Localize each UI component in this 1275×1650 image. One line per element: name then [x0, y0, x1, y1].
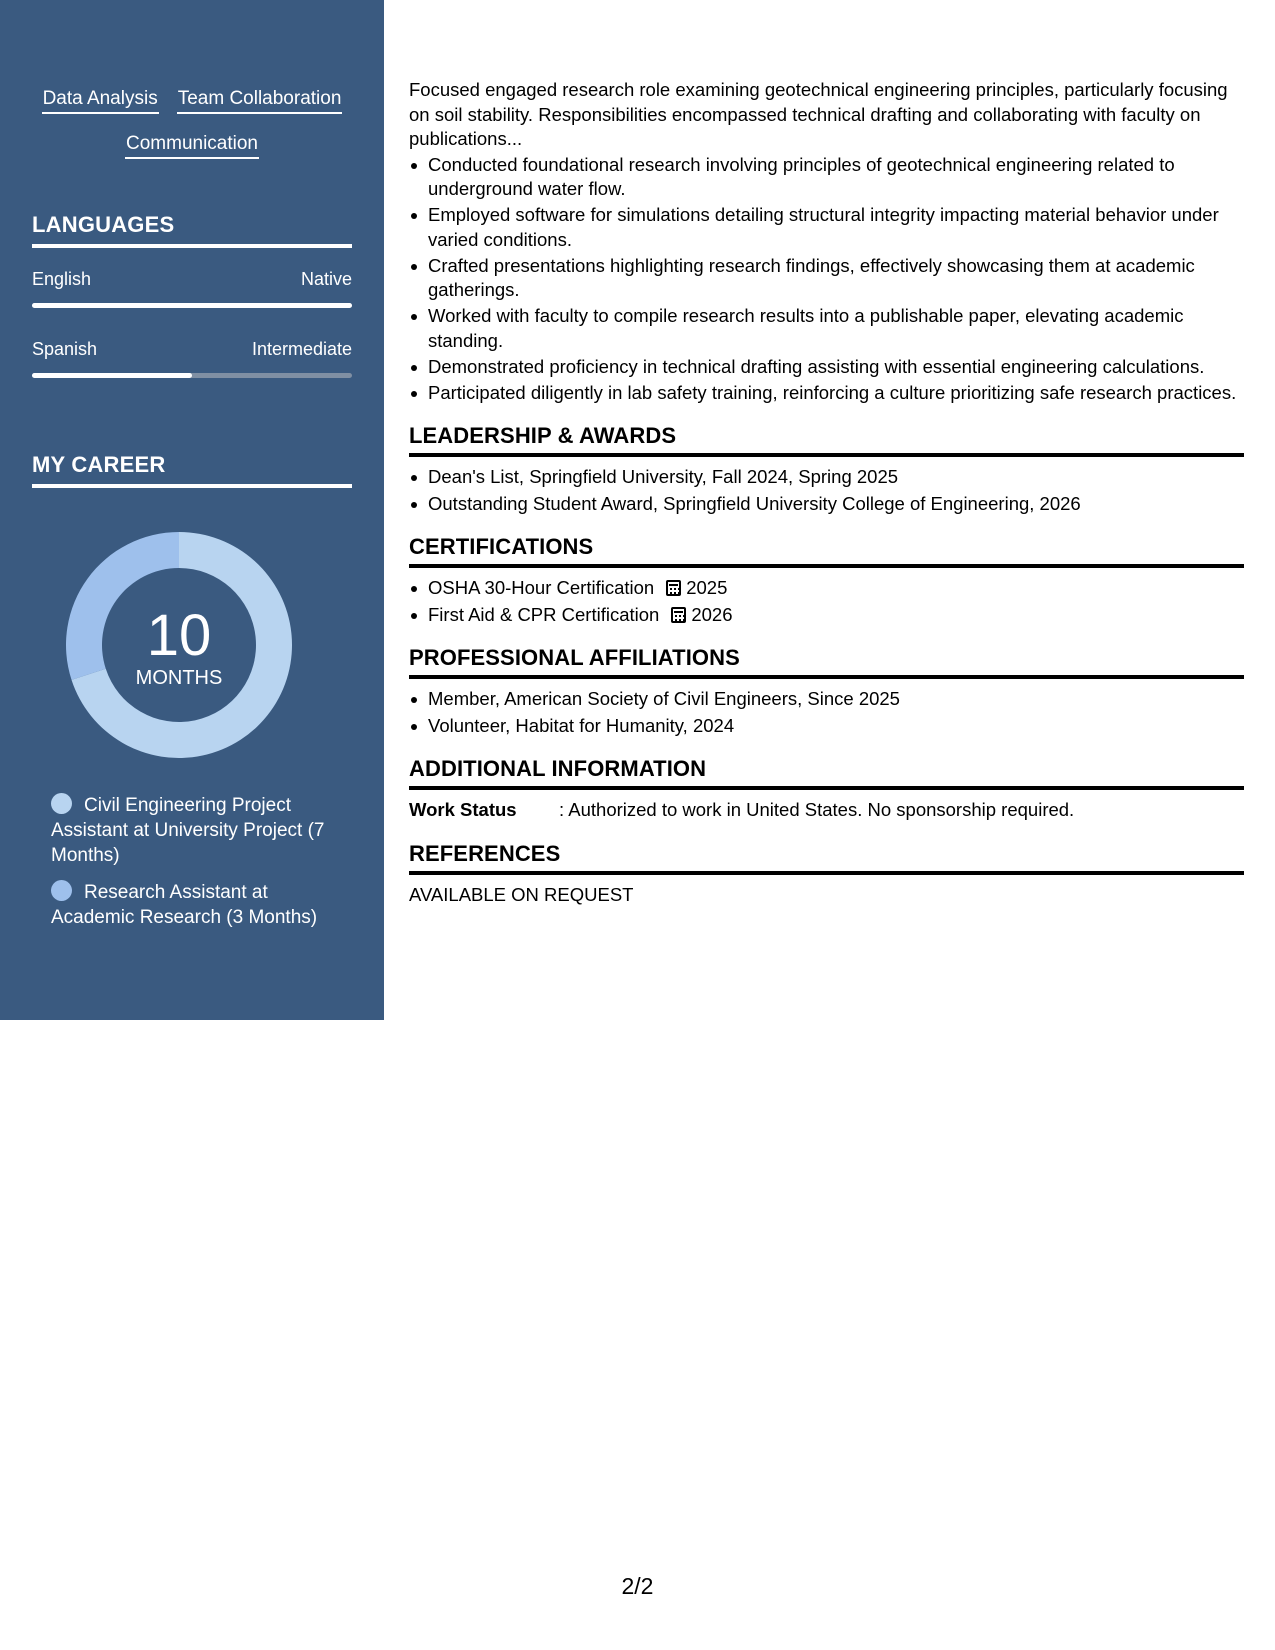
affiliations-list [409, 687, 1244, 738]
leadership-list [409, 465, 1244, 516]
language-name: Spanish [32, 339, 98, 359]
work-status-row [409, 798, 1244, 823]
skill-tag: Data Analysis [42, 86, 159, 114]
certifications-heading: CERTIFICATIONS [409, 532, 1244, 568]
legend-dot-icon [51, 793, 72, 814]
sidebar [0, 0, 384, 1020]
list-item: Dean's List, Springfield University, Fall 2024, Spring 2025 [409, 465, 1244, 490]
career-donut-chart [66, 532, 292, 758]
list-item: Conducted foundational research involving principles of geotechnical engineering related to underground water flow. [409, 153, 1244, 202]
experience-bullets [409, 153, 1244, 406]
language-spanish [32, 337, 352, 378]
skill-tag: Communication [125, 131, 259, 159]
career-unit: MONTHS [135, 667, 223, 689]
career-legend-item [51, 793, 351, 868]
experience-summary: Focused engaged research role examining geotechnical engineering principles, particularly focusing on soil stability. Responsibilities encompassed technical drafting and collaborating with faculty on publications... [409, 79, 1228, 149]
certification-item [409, 603, 1244, 628]
legend-dot-icon [51, 880, 72, 901]
list-item: Worked with faculty to compile research results into a publishable paper, elevating academic standing. [409, 304, 1244, 353]
skills-list [32, 86, 352, 176]
calendar-icon [666, 580, 681, 596]
language-name: English [32, 269, 92, 289]
calendar-icon [671, 607, 686, 623]
references-text: AVAILABLE ON REQUEST [409, 883, 634, 905]
leadership-heading: LEADERSHIP & AWARDS [409, 421, 1244, 457]
affiliations-heading: PROFESSIONAL AFFILIATIONS [409, 643, 1244, 679]
certification-item [409, 576, 1244, 601]
language-english [32, 267, 352, 308]
skill-tag: Team Collaboration [177, 86, 343, 114]
list-item: Crafted presentations highlighting research findings, effectively showcasing them at academic gatherings. [409, 254, 1244, 303]
certification-year: 2025 [686, 577, 728, 598]
list-item: Outstanding Student Award, Springfield University College of Engineering, 2026 [409, 492, 1244, 517]
language-proficiency-fill [32, 303, 352, 308]
career-legend-label: Research Assistant at Academic Research (3 Months) [51, 882, 318, 928]
main-content [409, 78, 1244, 907]
language-level: Intermediate [251, 339, 352, 359]
additional-info-heading: ADDITIONAL INFORMATION [409, 754, 1244, 790]
career-legend-label: Civil Engineering Project Assistant at University Project (7 Months) [51, 795, 325, 866]
work-status-value: : Authorized to work in United States. No sponsorship required. [559, 799, 1075, 820]
career-legend [51, 793, 351, 942]
list-item: Employed software for simulations detailing structural integrity impacting material behavior under varied conditions. [409, 203, 1244, 252]
language-level: Native [300, 269, 352, 289]
career-heading: MY CAREER [32, 450, 352, 488]
references-heading: REFERENCES [409, 839, 1244, 875]
career-legend-item [51, 880, 351, 930]
certifications-list [409, 576, 1244, 627]
language-proficiency-fill [32, 373, 192, 378]
list-item: Volunteer, Habitat for Humanity, 2024 [409, 714, 1244, 739]
list-item: Demonstrated proficiency in technical drafting assisting with essential engineering calculations. [409, 355, 1244, 380]
certification-name: OSHA 30-Hour Certification [428, 577, 655, 598]
career-total: 10 [146, 603, 212, 668]
list-item: Participated diligently in lab safety training, reinforcing a culture prioritizing safe research practices. [409, 381, 1244, 406]
certification-name: First Aid & CPR Certification [428, 603, 660, 625]
certification-year: 2026 [691, 603, 733, 625]
languages-heading: LANGUAGES [32, 210, 352, 248]
language-proficiency-bar [32, 373, 352, 378]
list-item: Member, American Society of Civil Engineers, Since 2025 [409, 687, 1244, 712]
work-status-label: Work Status [409, 799, 517, 820]
language-proficiency-bar [32, 303, 352, 308]
page-number: 2/2 [621, 1573, 654, 1599]
donut-center [66, 532, 292, 758]
